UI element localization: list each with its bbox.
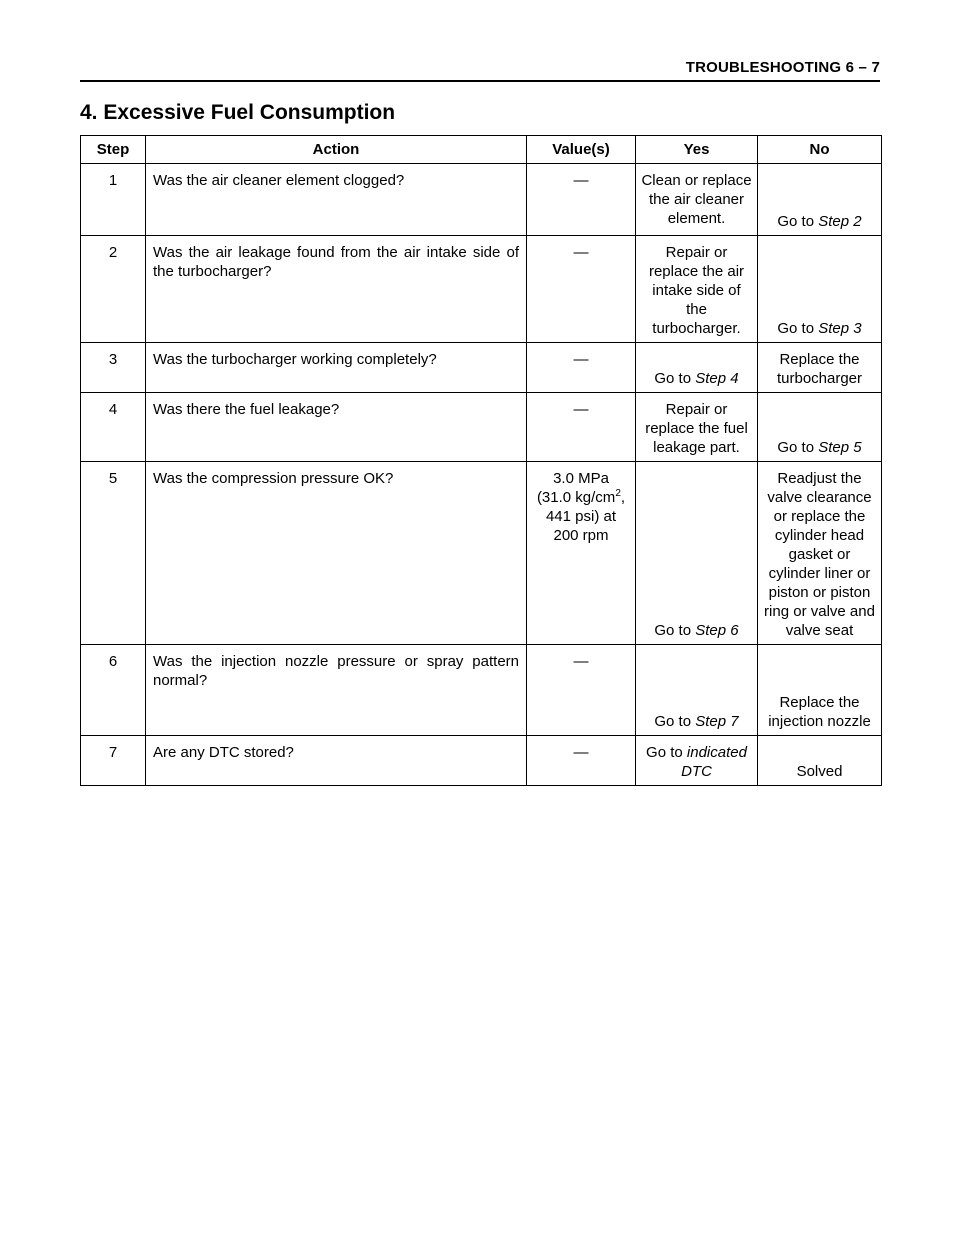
- no-prefix: Go to: [777, 320, 819, 337]
- table-row: [81, 462, 882, 645]
- value-text: —: [527, 236, 636, 343]
- yes-result: [636, 736, 758, 786]
- action-text: Was the air leakage found from the air intake side of the turbocharger?: [146, 236, 527, 343]
- no-prefix: Go to: [777, 213, 819, 230]
- yes-prefix: Go to: [654, 713, 696, 730]
- step-reference: Step 3: [818, 320, 862, 337]
- action-text: Are any DTC stored?: [146, 736, 527, 786]
- step-reference: Step 2: [818, 213, 862, 230]
- action-text: Was the compression pressure OK?: [146, 462, 527, 645]
- step-number: 3: [81, 343, 146, 393]
- column-header-no: No: [758, 136, 882, 164]
- no-result: [758, 164, 882, 236]
- page-title: 4. Excessive Fuel Consumption: [80, 101, 396, 124]
- step-number: 2: [81, 236, 146, 343]
- yes-result: Clean or replace the air cleaner element.: [636, 164, 758, 236]
- value-line: 200 rpm: [553, 527, 609, 544]
- table-row: [81, 645, 882, 736]
- no-result: Replace the injection nozzle: [758, 645, 882, 736]
- step-reference: Step 4: [695, 370, 739, 387]
- value-text: —: [527, 645, 636, 736]
- yes-prefix: Go to: [654, 370, 696, 387]
- yes-prefix: Go to: [654, 622, 696, 639]
- table-row: [81, 236, 882, 343]
- yes-result: [636, 343, 758, 393]
- yes-result: [636, 645, 758, 736]
- value-line-end: ,: [620, 489, 626, 506]
- column-header-values: Value(s): [527, 136, 636, 164]
- step-reference: Step 7: [695, 713, 739, 730]
- table-header-row: [81, 136, 882, 164]
- value-line: 441 psi) at: [545, 508, 617, 525]
- step-number: 7: [81, 736, 146, 786]
- value-text: —: [527, 343, 636, 393]
- value-text: —: [527, 164, 636, 236]
- action-text: Was the injection nozzle pressure or spray pattern normal?: [146, 645, 527, 736]
- no-prefix: Go to: [777, 439, 819, 456]
- value-text: —: [527, 736, 636, 786]
- no-result: Replace the turbocharger: [758, 343, 882, 393]
- table-row: [81, 393, 882, 462]
- yes-result: Repair or replace the air intake side of the turbocharger.: [636, 236, 758, 343]
- troubleshooting-table: [80, 135, 882, 786]
- yes-result: Repair or replace the fuel leakage part.: [636, 393, 758, 462]
- value-text: [527, 462, 636, 645]
- no-result: [758, 393, 882, 462]
- table-row: [81, 343, 882, 393]
- no-result: Solved: [758, 736, 882, 786]
- column-header-yes: Yes: [636, 136, 758, 164]
- value-line: (31.0 kg/cm: [536, 489, 616, 506]
- dtc-reference: indicated DTC: [681, 744, 747, 780]
- step-number: 1: [81, 164, 146, 236]
- value-superscript: 2: [615, 488, 621, 499]
- no-result: Readjust the valve clearance or replace the cylinder head gasket or cylinder liner or piston or piston ring or valve and valve seat: [758, 462, 882, 645]
- step-number: 4: [81, 393, 146, 462]
- action-text: Was the turbocharger working completely?: [146, 343, 527, 393]
- table-row: [81, 736, 882, 786]
- action-text: Was there the fuel leakage?: [146, 393, 527, 462]
- column-header-action: Action: [146, 136, 527, 164]
- step-reference: Step 6: [695, 622, 739, 639]
- column-header-step: Step: [81, 136, 146, 164]
- yes-result: [636, 462, 758, 645]
- no-result: [758, 236, 882, 343]
- step-number: 6: [81, 645, 146, 736]
- step-number: 5: [81, 462, 146, 645]
- yes-prefix: Go to: [646, 744, 687, 761]
- value-text: —: [527, 393, 636, 462]
- table-row: [81, 164, 882, 236]
- page-header: TROUBLESHOOTING 6 – 7: [80, 58, 880, 82]
- action-text: Was the air cleaner element clogged?: [146, 164, 527, 236]
- value-line: 3.0 MPa: [553, 470, 609, 487]
- step-reference: Step 5: [818, 439, 862, 456]
